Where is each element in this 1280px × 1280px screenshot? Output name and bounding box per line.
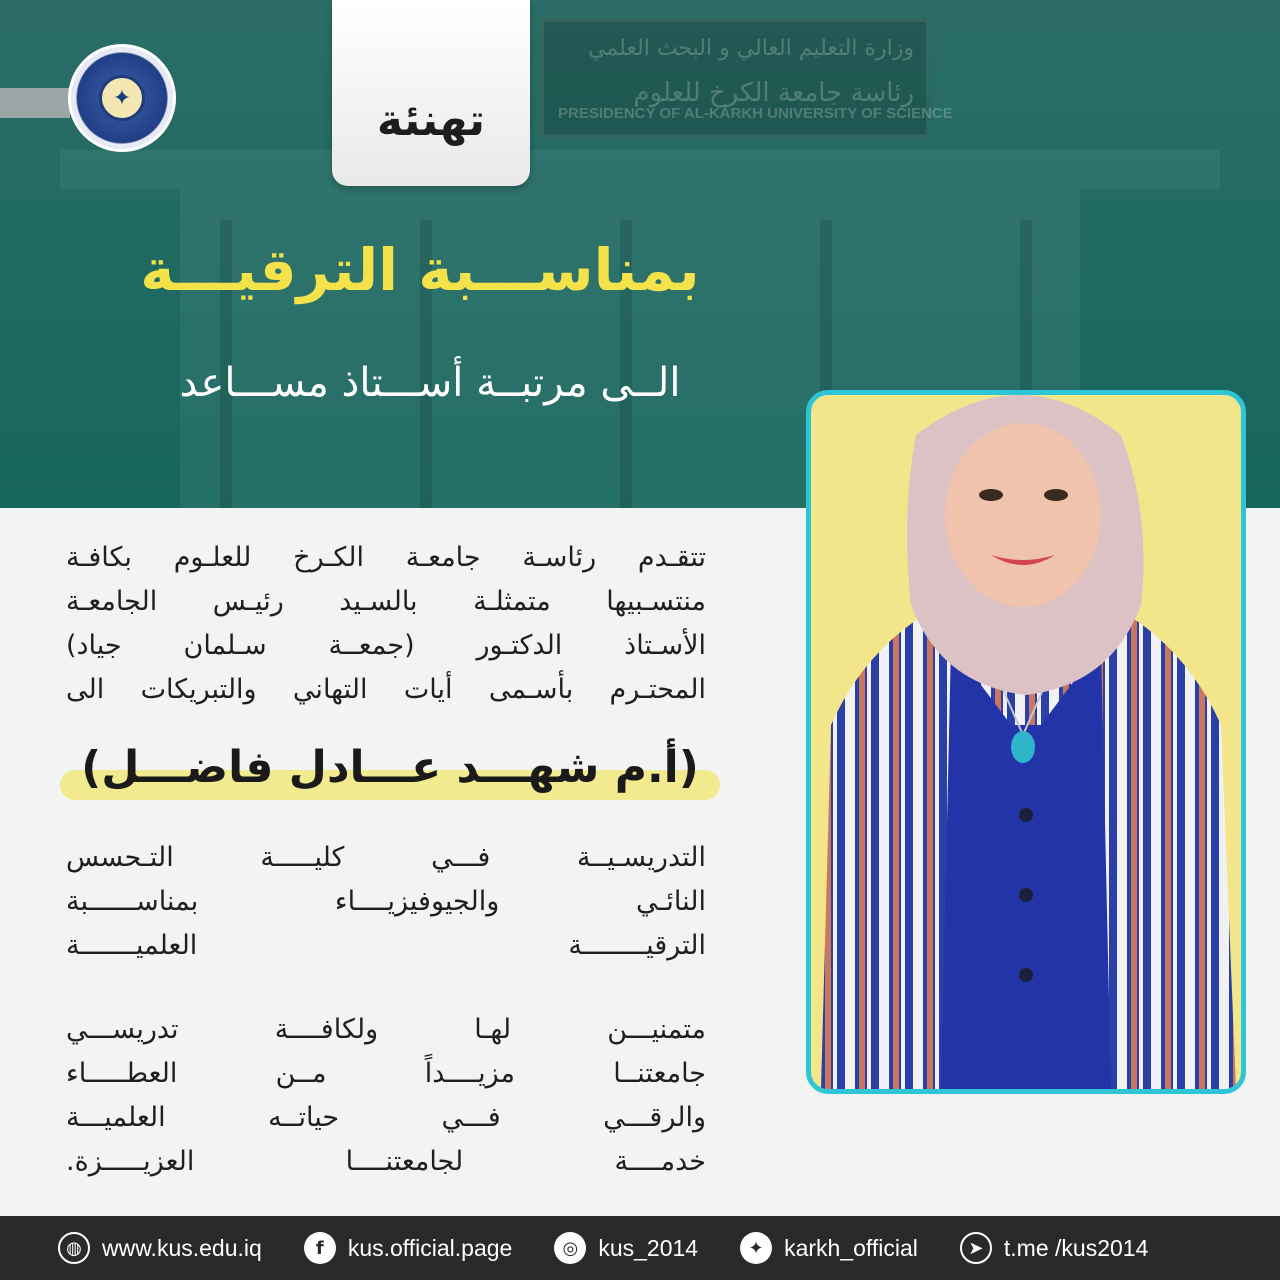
university-logo <box>68 44 176 152</box>
footer-twitter-label: karkh_official <box>784 1234 918 1261</box>
intro-line: المحتـرم بأسـمى أيات التهاني والتبريكات الى <box>66 674 706 705</box>
logo-emblem-icon: ✦ <box>99 75 145 121</box>
detail-line: التدريسـيــة فـــي كليـــــة التـحسس <box>66 842 706 873</box>
instagram-icon: ◎ <box>554 1232 586 1264</box>
honoree-name: (أ.م شهـــد عـــادل فاضـــل) <box>81 742 699 793</box>
telegram-icon: ➤ <box>960 1232 992 1264</box>
congrats-badge-text: تهنئة <box>376 95 486 146</box>
intro-line: منتسـبيها متمثلـة بالسـيد رئيـس الجامعـة <box>66 586 706 617</box>
closing-line: جامعتنــا مزيــــداً مــن العطـــــاء <box>66 1058 706 1089</box>
decor-stripe <box>0 88 70 118</box>
globe-icon: ◍ <box>58 1232 90 1264</box>
footer-twitter[interactable] <box>740 1232 918 1264</box>
building-cornice <box>60 150 1220 190</box>
portrait-frame <box>806 390 1246 1094</box>
intro-line: الأسـتاذ الدكتـور (جمعــة سـلمان جياد) <box>66 630 706 661</box>
intro-paragraph <box>66 536 706 712</box>
footer-website-label: www.kus.edu.iq <box>102 1234 262 1261</box>
facebook-icon: f <box>304 1232 336 1264</box>
detail-line: النائـي والجيوفيزيــــاء بمناســــــبة <box>66 886 706 917</box>
footer-instagram[interactable] <box>554 1232 698 1264</box>
footer-facebook[interactable] <box>304 1232 513 1264</box>
twitter-icon: ✦ <box>740 1232 772 1264</box>
detail-paragraph <box>66 836 706 968</box>
footer-instagram-label: kus_2014 <box>598 1234 699 1261</box>
promotion-title: بمناســـبة الترقيـــة <box>140 236 700 304</box>
footer-website[interactable] <box>58 1232 262 1264</box>
detail-line: الترقيــــــــة العلميـــــــة <box>66 930 706 961</box>
promotion-rank: الــى مرتبــة أســـتاذ مســـاعد <box>179 360 681 406</box>
closing-line: والرقـــي فـــي حياتــه العلميـــة <box>66 1102 706 1133</box>
footer-telegram-label: t.me /kus2014 <box>1003 1234 1149 1261</box>
footer-bar <box>0 1216 1280 1280</box>
closing-line: خدمــــة لجامعتنــــا العزيـــــزة. <box>66 1146 706 1177</box>
footer-telegram[interactable] <box>960 1232 1148 1264</box>
sign-english: PRESIDENCY OF AL-KARKH UNIVERSITY OF SCIENCE <box>558 105 953 122</box>
building-sign <box>540 18 953 138</box>
closing-paragraph <box>66 1008 706 1184</box>
sign-arabic-line1: وزارة التعليم العالي و البحث العلمي <box>588 36 914 61</box>
intro-line: تتقـدم رئاسـة جامعـة الكـرخ للعلـوم بكافـة <box>66 542 706 573</box>
portrait-photo <box>811 395 1241 1089</box>
footer-facebook-label: kus.official.page <box>347 1234 513 1261</box>
closing-line: متمنيـــن لهـا ولكافــــة تدريســـي <box>66 1014 706 1045</box>
congrats-badge <box>332 0 530 186</box>
sign-arabic-line2: رئاسة جامعة الكرخ للعلوم <box>633 78 914 108</box>
